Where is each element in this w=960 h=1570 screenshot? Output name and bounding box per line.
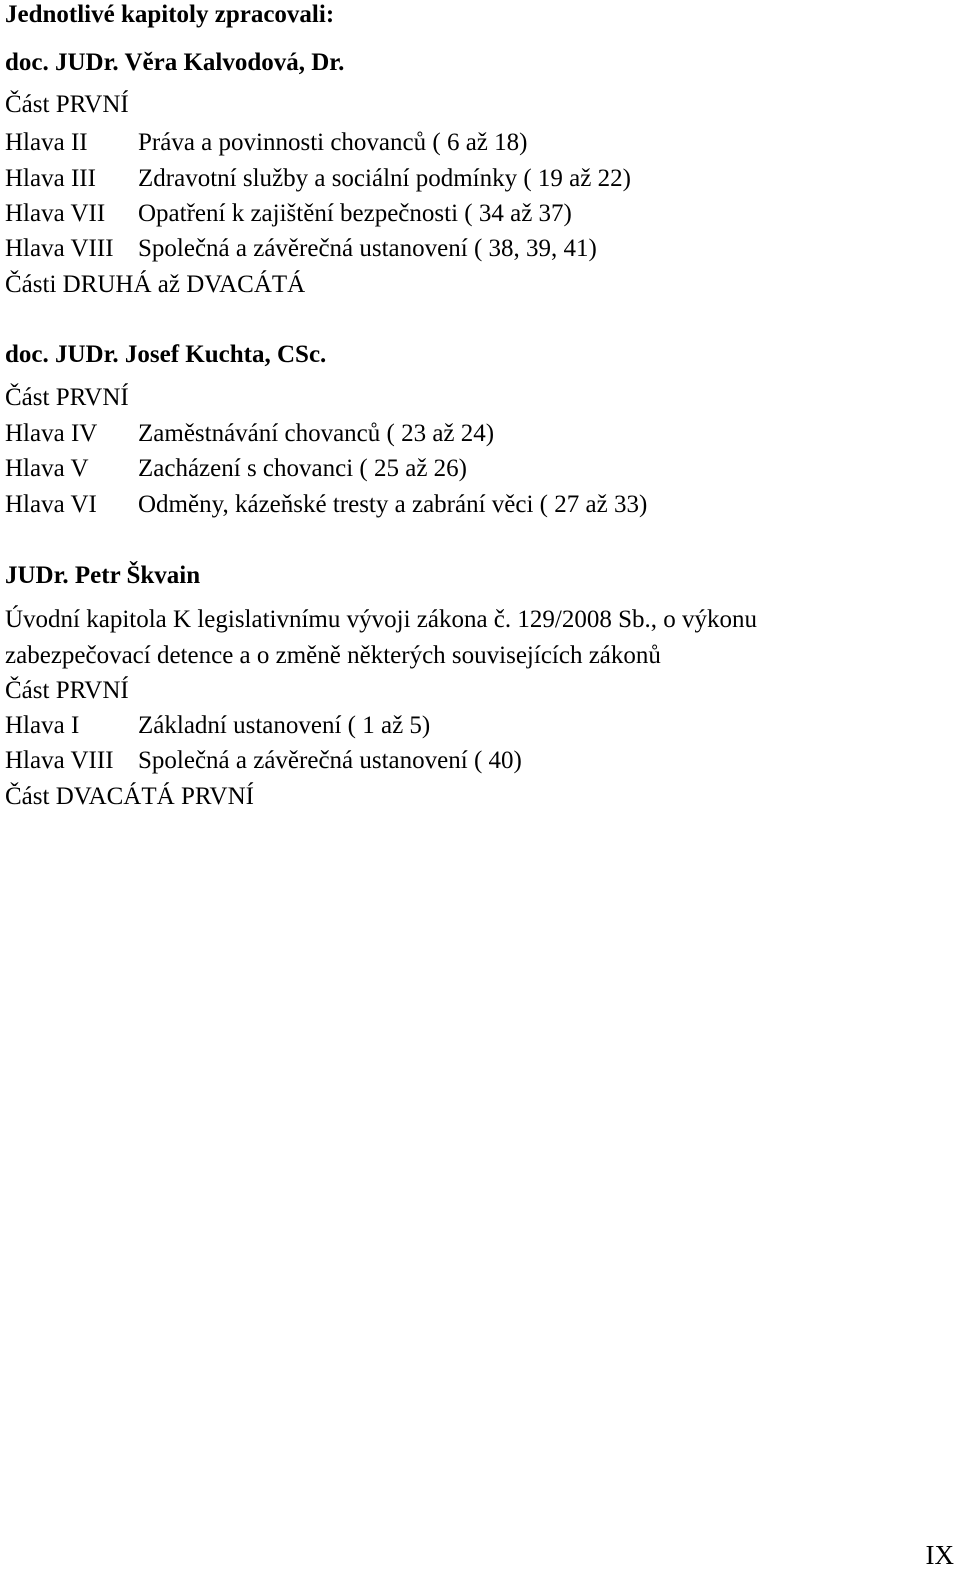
chapter-title: Zdravotní služby a sociální podmínky ( 19 až 22) (138, 165, 631, 192)
chapter-title: Zacházení s chovanci ( 25 až 26) (138, 455, 468, 482)
chapter-title: Práva a povinnosti chovanců ( 6 až 18) (138, 129, 528, 156)
page-heading: Jednotlivé kapitoly zpracovali: (5, 1, 335, 28)
chapter-row (5, 234, 955, 264)
chapter-row (5, 419, 955, 449)
chapter-row (5, 746, 955, 776)
chapter-label: Hlava III (5, 165, 96, 192)
intro-chapter-cont: zabezpečovací detence a o změně některých souvisejících zákonů (5, 642, 661, 669)
chapter-label: Hlava II (5, 129, 88, 156)
chapter-label: Hlava VII (5, 200, 106, 227)
author-name: doc. JUDr. Věra Kalvodová, Dr. (5, 49, 345, 76)
chapter-row (5, 199, 955, 229)
chapter-row (5, 711, 955, 741)
chapter-label: Hlava VI (5, 491, 97, 518)
chapter-title: Opatření k zajištění bezpečnosti ( 34 až 37) (138, 200, 572, 227)
author-name: JUDr. Petr Škvain (5, 562, 201, 589)
author-name: doc. JUDr. Josef Kuchta, CSc. (5, 341, 327, 368)
intro-chapter: Úvodní kapitola K legislativnímu vývoji zákona č. 129/2008 Sb., o výkonu (5, 606, 758, 633)
part-heading: Část PRVNÍ (5, 677, 129, 704)
chapter-label: Hlava VIII (5, 235, 114, 262)
chapter-row (5, 490, 955, 520)
chapter-title: Společná a závěrečná ustanovení ( 38, 39, 41) (138, 235, 597, 262)
chapter-label: Hlava I (5, 712, 80, 739)
chapter-title: Společná a závěrečná ustanovení ( 40) (138, 747, 522, 774)
chapter-label: Hlava VIII (5, 747, 114, 774)
chapter-title: Základní ustanovení ( 1 až 5) (138, 712, 431, 739)
chapter-row (5, 164, 955, 194)
part-heading: Část DVACÁTÁ PRVNÍ (5, 783, 254, 810)
chapter-label: Hlava V (5, 455, 89, 482)
chapter-row (5, 454, 955, 484)
chapter-row (5, 128, 955, 158)
chapter-label: Hlava IV (5, 420, 98, 447)
chapter-title: Zaměstnávání chovanců ( 23 až 24) (138, 420, 495, 447)
page-number: IX (925, 1540, 954, 1570)
parts-range: Části DRUHÁ až DVACÁTÁ (5, 271, 306, 298)
part-heading: Část PRVNÍ (5, 384, 129, 411)
chapter-title: Odměny, kázeňské tresty a zabrání věci ( 27 až 33) (138, 491, 648, 518)
part-heading: Část PRVNÍ (5, 91, 129, 118)
